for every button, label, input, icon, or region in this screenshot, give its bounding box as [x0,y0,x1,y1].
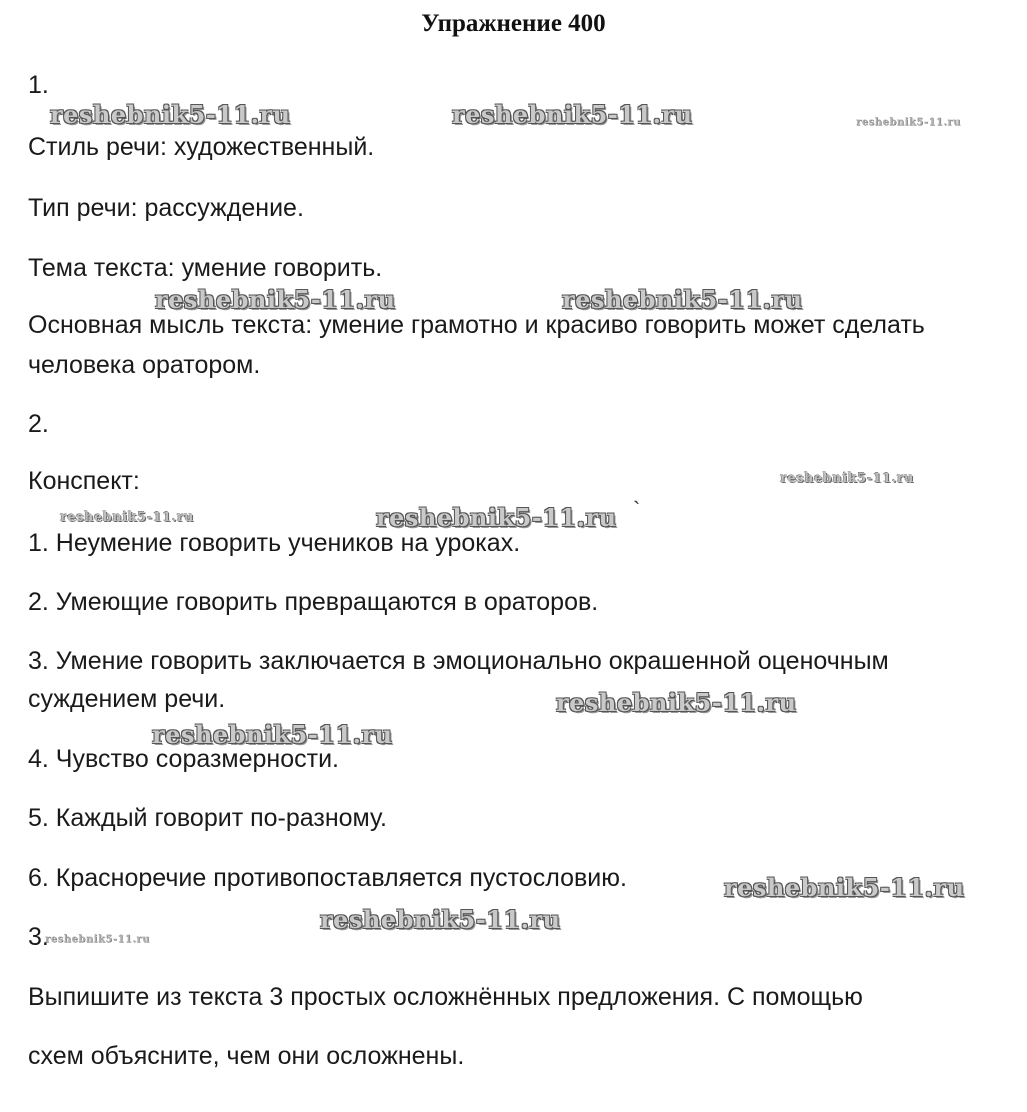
watermark: reshebnik5-11.ru [724,873,965,902]
text-theme: Тема текста: умение говорить. [28,254,383,282]
watermark: reshebnik5-11.ru [452,100,693,129]
scan-mark: ` [633,497,641,522]
speech-style: Стиль речи: художественный. [28,133,375,161]
speech-type: Тип речи: рассуждение. [28,194,304,222]
watermark: reshebnik5-11.ru [320,905,561,934]
page-title: Упражнение 400 [421,10,606,37]
outline-point-1: 1. Неумение говорить учеников на уроках. [28,529,521,557]
main-idea-line-1: Основная мысль текста: умение грамотно и красиво говорить может сделать [28,311,925,339]
outline-point-2: 2. Умеющие говорить превращаются в ораторов. [28,588,599,616]
outline-point-5: 5. Каждый говорит по-разному. [28,804,387,832]
outline-point-3-line-2: суждением речи. [28,685,226,713]
watermark: reshebnik5-11.ru [376,503,617,532]
task-line-1: Выпишите из текста 3 простых осложнённых предложения. С помощью [28,983,863,1011]
watermark: reshebnik5-11.ru [562,285,803,314]
watermark: reshebnik5-11.ru [856,117,961,128]
watermark: reshebnik5-11.ru [556,688,797,717]
outline-point-3-line-1: 3. Умение говорить заключается в эмоционально окрашенной оценочным [28,647,889,675]
section-number-3: 3. [28,923,49,951]
watermark: reshebnik5-11.ru [152,720,393,749]
watermark: reshebnik5-11.ru [50,100,291,129]
outline-heading: Конспект: [28,467,140,495]
outline-point-6: 6. Красноречие противопоставляется пустословию. [28,864,627,892]
watermark: reshebnik5-11.ru [780,471,915,486]
section-number-1: 1. [28,71,49,99]
watermark: reshebnik5-11.ru [45,934,150,945]
watermark: reshebnik5-11.ru [60,510,195,525]
main-idea-line-2: человека оратором. [28,351,261,379]
task-line-2: схем объясните, чем они осложнены. [28,1042,465,1070]
watermark: reshebnik5-11.ru [155,285,396,314]
section-number-2: 2. [28,410,49,438]
outline-point-4: 4. Чувство соразмерности. [28,745,339,773]
